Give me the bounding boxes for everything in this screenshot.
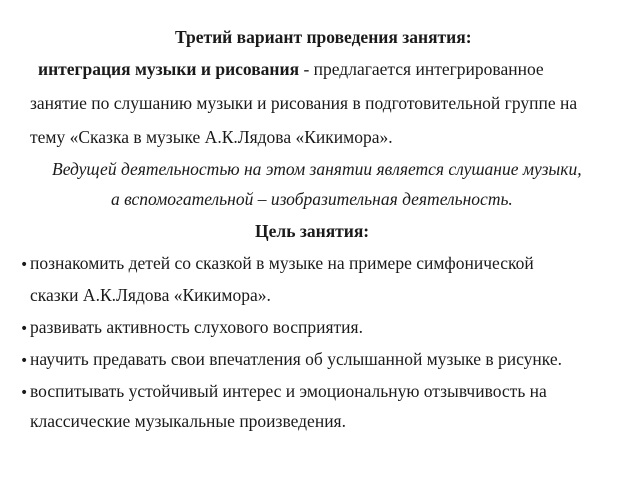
intro-line-3: тему «Сказка в музыке А.К.Лядова «Кикимора». (30, 127, 393, 147)
goal-heading: Цель занятия: (255, 221, 370, 241)
intro-term: интеграция музыки и рисования (38, 59, 300, 79)
intro-line-2: занятие по слушанию музыки и рисования в подготовительной группе на (30, 93, 578, 113)
goal-text: научить предавать свои впечатления об услышанной музыке в рисунке. (30, 349, 562, 369)
bullet-icon: • (20, 321, 29, 337)
bullet-icon: • (20, 257, 29, 273)
intro-line-1-text: предлагается интегрированное (313, 59, 544, 79)
goal-item-continuation: сказки А.К.Лядова «Кикимора». (30, 285, 271, 305)
goal-text: развивать активность слухового восприятия. (30, 317, 363, 337)
activity-line-1: Ведущей деятельностью на этом занятии является слушание музыки, (52, 159, 582, 179)
intro-line-1 (38, 58, 544, 80)
goal-item (20, 348, 562, 372)
activity-line-2: а вспомогательной – изобразительная деятельность. (111, 189, 513, 209)
bullet-icon: • (20, 353, 29, 369)
goal-item-continuation: классические музыкальные произведения. (30, 411, 346, 431)
goal-text: воспитывать устойчивый интерес и эмоциональную отзывчивость на (30, 381, 547, 401)
intro-dash: - (299, 59, 314, 79)
bullet-icon: • (20, 385, 29, 401)
goal-item (20, 380, 547, 404)
goal-text: познакомить детей со сказкой в музыке на примере симфонической (30, 253, 534, 273)
slide-title: Третий вариант проведения занятия: (175, 27, 472, 47)
goal-item (20, 316, 363, 340)
goal-item (20, 252, 534, 276)
